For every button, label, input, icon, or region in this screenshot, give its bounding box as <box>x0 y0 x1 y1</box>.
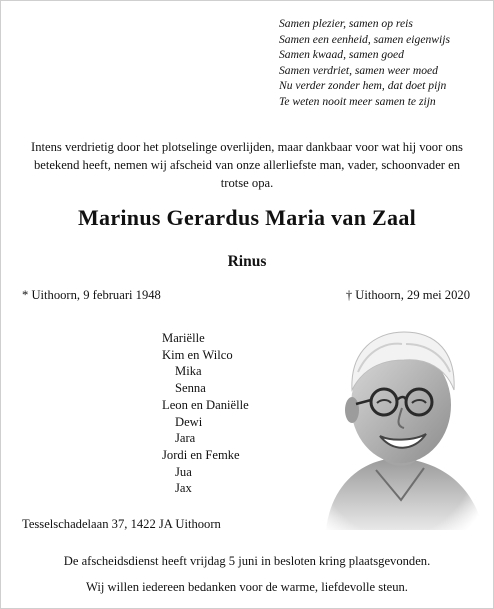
poem-line: Nu verder zonder hem, dat doet pijn <box>279 79 447 93</box>
family-member: Dewi <box>175 414 203 429</box>
portrait-photo <box>306 310 486 530</box>
poem-line: Samen kwaad, samen goed <box>279 48 404 62</box>
family-member: Jax <box>175 481 192 496</box>
birth-info: * Uithoorn, 9 februari 1948 <box>22 288 161 302</box>
poem-line: Te weten nooit meer samen te zijn <box>279 94 436 108</box>
closing-text <box>0 548 494 600</box>
family-member: Jara <box>175 431 196 446</box>
family-member: Kim en Wilco <box>162 347 233 362</box>
death-info: † Uithoorn, 29 mei 2020 <box>345 288 470 302</box>
poem-line: Samen verdriet, samen weer moed <box>279 63 438 77</box>
poem-line: Samen plezier, samen op reis <box>279 17 413 30</box>
family-member: Mika <box>175 364 202 379</box>
closing-line: De afscheidsdienst heeft vrijdag 5 juni in besloten kring plaatsgevonden. <box>63 554 431 568</box>
family-member: Leon en Daniëlle <box>162 397 249 412</box>
deceased-full-name: Marinus Gerardus Maria van Zaal <box>77 205 417 230</box>
family-member: Jua <box>175 464 192 479</box>
deceased-nickname: Rinus <box>227 253 267 270</box>
address: Tesselschadelaan 37, 1422 JA Uithoorn <box>22 517 221 531</box>
poem-line: Samen een eenheid, samen eigenwijs <box>279 32 450 46</box>
family-list <box>162 330 249 497</box>
family-member: Jordi en Femke <box>162 447 240 462</box>
family-member: Mariëlle <box>162 331 205 345</box>
closing-line: Wij willen iedereen bedanken voor de warme, liefdevolle steun. <box>86 580 408 594</box>
intro-text: Intens verdrietig door het plotselinge overlijden, maar dankbaar voor wat hij voor ons betekend heeft, nemen wij afscheid van onze allerliefste man, vader, schoonvader en trotse opa. <box>31 140 463 190</box>
family-member: Senna <box>175 381 206 396</box>
poem <box>279 16 450 110</box>
